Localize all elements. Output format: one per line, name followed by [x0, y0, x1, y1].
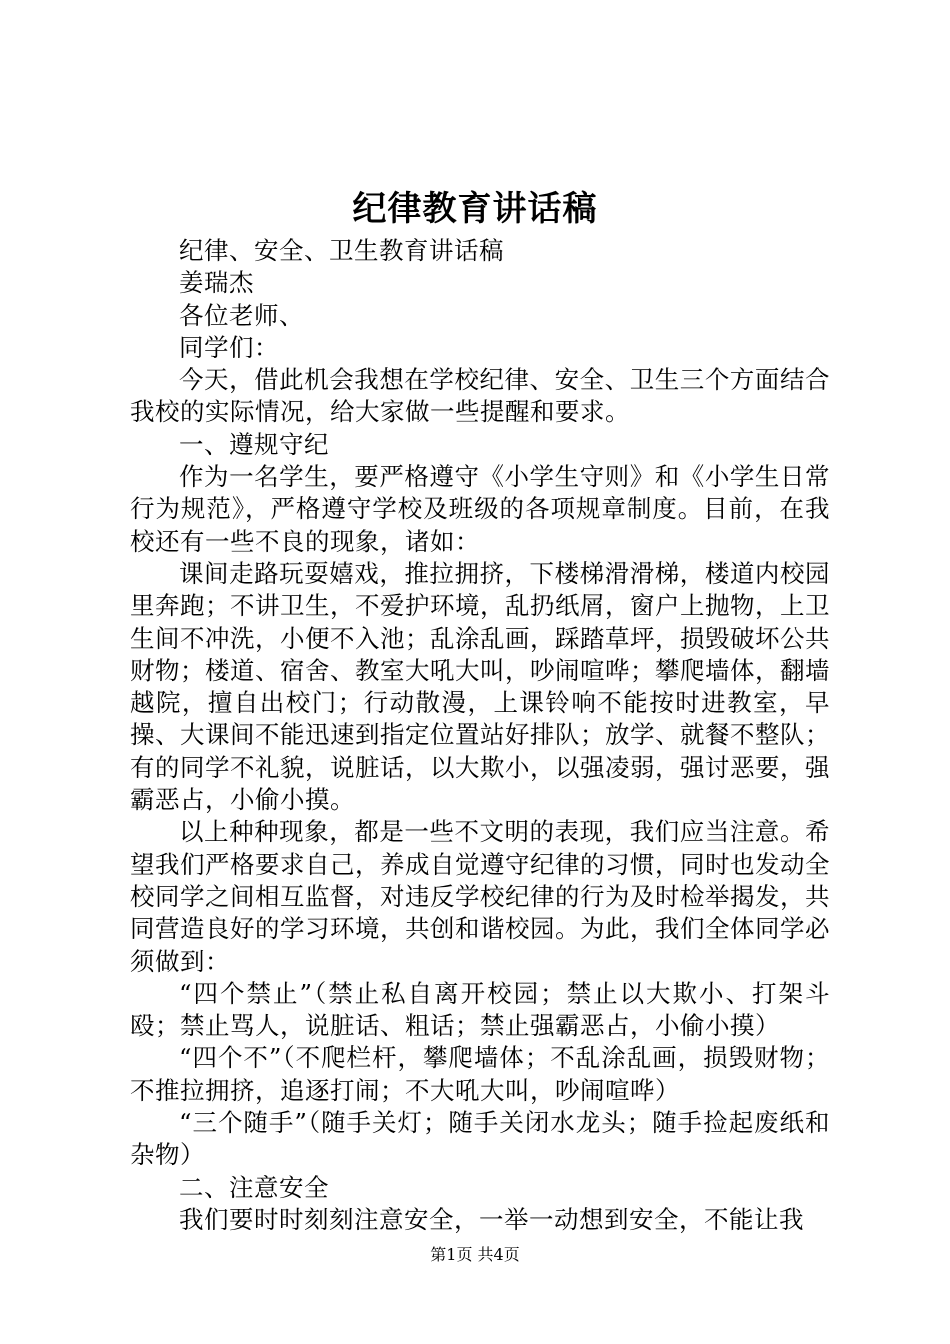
- body-paragraph: 我们要时时刻刻注意安全，一举一动想到安全，不能让我: [179, 1204, 804, 1234]
- page-title: 纪律教育讲话稿: [352, 189, 598, 229]
- subtitle-line: 纪律、安全、卫生教育讲话稿: [179, 236, 504, 265]
- body-paragraph: 作为一名学生，要严格遵守《小学生守则》和《小学生日常行为规范》，严格遵守学校及班级的各项规章制度。目前，在我校还有一些不良的现象，诸如：: [130, 462, 830, 556]
- intro-paragraph: 今天，借此机会我想在学校纪律、安全、卫生三个方面结合我校的实际情况，给大家做一些提醒和要求。: [130, 365, 830, 427]
- rule-three-habits: “三个随手”（随手关灯；随手关闭水龙头；随手捡起废纸和杂物）: [130, 1108, 830, 1170]
- page-number-footer: 第1页 共4页: [430, 1245, 520, 1264]
- salutation-students: 同学们：: [179, 332, 279, 362]
- rule-four-prohibitions: “四个禁止”（禁止私自离开校园；禁止以大欺小、打架斗殴；禁止骂人，说脏话、粗话；禁止强霸恶占，小偷小摸）: [130, 978, 830, 1041]
- salutation-teachers: 各位老师、: [179, 300, 304, 330]
- body-paragraph: 以上种种现象，都是一些不文明的表现，我们应当注意。希望我们严格要求自己，养成自觉遵守纪律的习惯，同时也发动全校同学之间相互监督，对违反学校纪律的行为及时检举揭发，共同营造良好的学习环境，共创和谐校园。为此，我们全体同学必须做到：: [130, 817, 830, 976]
- document-body: [130, 235, 830, 1236]
- author-line: 姜瑞杰: [179, 268, 254, 298]
- rule-four-nots: “四个不”（不爬栏杆，攀爬墙体；不乱涂乱画，损毁财物；不推拉拥挤，追逐打闹；不大吼大叫，吵闹喧哗）: [130, 1043, 830, 1105]
- section-heading-discipline: 一、遵规守纪: [179, 429, 329, 459]
- section-heading-safety: 二、注意安全: [179, 1172, 329, 1202]
- body-paragraph: 课间走路玩耍嬉戏，推拉拥挤，下楼梯滑滑梯，楼道内校园里奔跑；不讲卫生，不爱护环境，乱扔纸屑，窗户上抛物，上卫生间不冲洗，小便不入池；乱涂乱画，踩踏草坪，损毁破坏公共财物；楼道、宿舍、教室大吼大叫，吵闹喧哗；攀爬墙体，翻墙越院，擅自出校门；行动散漫，上课铃响不能按时进教室，早操、大课间不能迅速到指定位置站好排队；放学、就餐不整队；有的同学不礼貌，说脏话，以大欺小，以强凌弱，强讨恶要，强霸恶占，小偷小摸。: [130, 558, 830, 815]
